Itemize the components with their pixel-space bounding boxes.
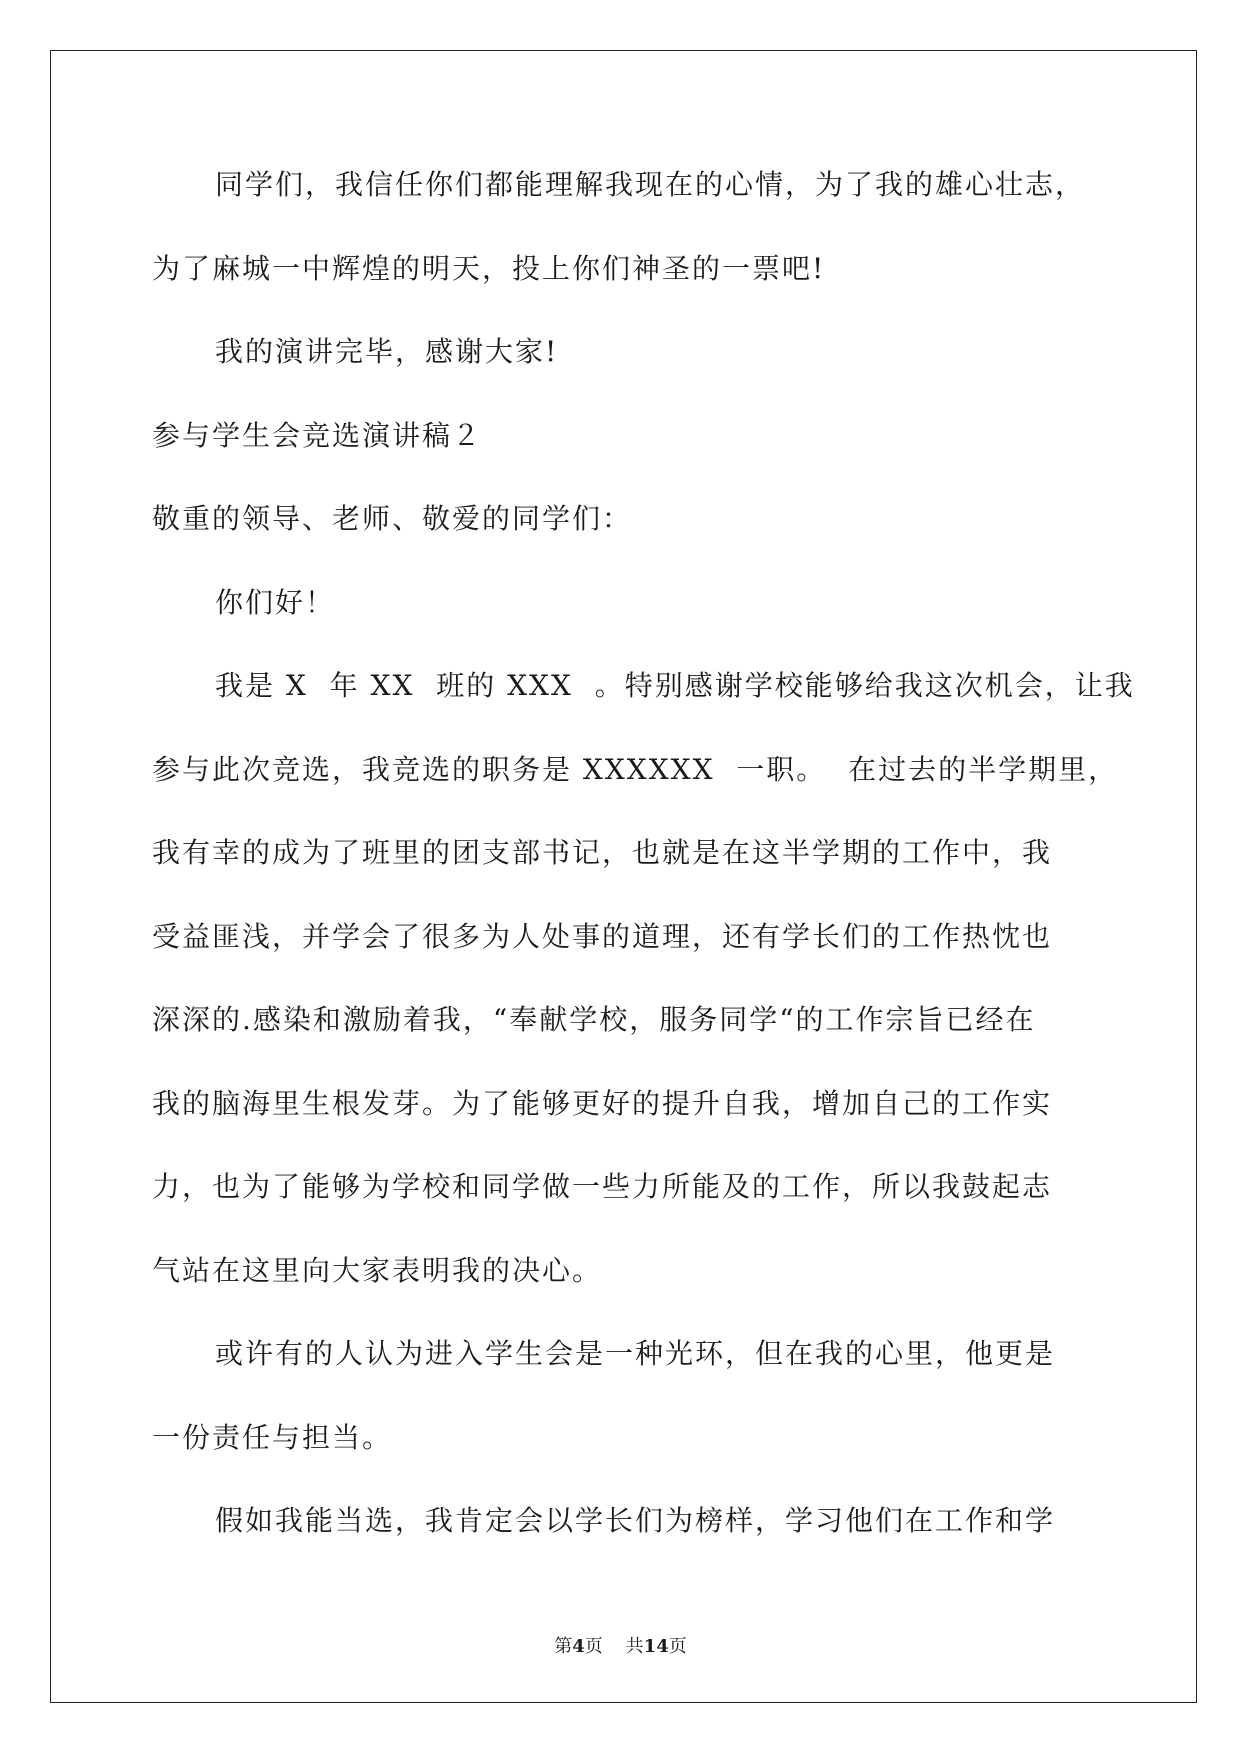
text-line: 我的演讲完毕，感谢大家!: [215, 335, 559, 368]
text-line: 我有幸的成为了班里的团支部书记，也就是在这半学期的工作中，我: [152, 836, 1053, 869]
text-line: 或许有的人认为进入学生会是一种光环，但在我的心里，他更是: [215, 1337, 1056, 1370]
text-line: 力，也为了能够为学校和同学做一些力所能及的工作，所以我鼓起志: [152, 1170, 1053, 1203]
text-line: 一份责任与担当。: [152, 1420, 393, 1454]
page-suffix: 页: [584, 1636, 603, 1657]
text-line: 参与此次竞选，我竞选的职务是 XXXXXX 一职。 在过去的半学期里，: [152, 752, 1119, 786]
text-line: 同学们，我信任你们都能理解我现在的心情，为了我的雄心壮志，: [215, 168, 1086, 201]
section-title: 参与学生会竞选演讲稿２: [152, 418, 483, 452]
page-prefix: 第: [554, 1636, 573, 1657]
page-current: 4: [572, 1636, 585, 1657]
text-line: 假如我能当选，我肯定会以学长们为榜样，学习他们在工作和学: [215, 1504, 1056, 1537]
document-body: [152, 168, 1135, 1588]
text-line: 受益匪浅，并学会了很多为人处事的道理，还有学长们的工作热忱也: [152, 919, 1053, 953]
total-prefix: 共: [625, 1636, 644, 1657]
text-line: 我是 X 年 XX 班的 XXX 。特别感谢学校能够给我这次机会，让我: [215, 669, 1135, 702]
greeting: 你们好！: [215, 585, 336, 619]
salutation: 敬重的领导、老师、敬爱的同学们：: [152, 502, 633, 535]
text-line: 为了麻城一中辉煌的明天，投上你们神圣的一票吧!: [152, 251, 826, 285]
text-line: 气站在这里向大家表明我的决心。: [152, 1253, 603, 1287]
total-suffix: 页: [668, 1636, 687, 1657]
page-total: 14: [643, 1636, 669, 1657]
page-footer: [0, 1632, 1241, 1658]
text-line: 我的脑海里生根发芽。为了能够更好的提升自我，增加自己的工作实: [152, 1086, 1053, 1120]
text-line: 深深的.感染和激励着我，“奉献学校，服务同学“的工作宗旨已经在: [152, 1003, 1036, 1036]
